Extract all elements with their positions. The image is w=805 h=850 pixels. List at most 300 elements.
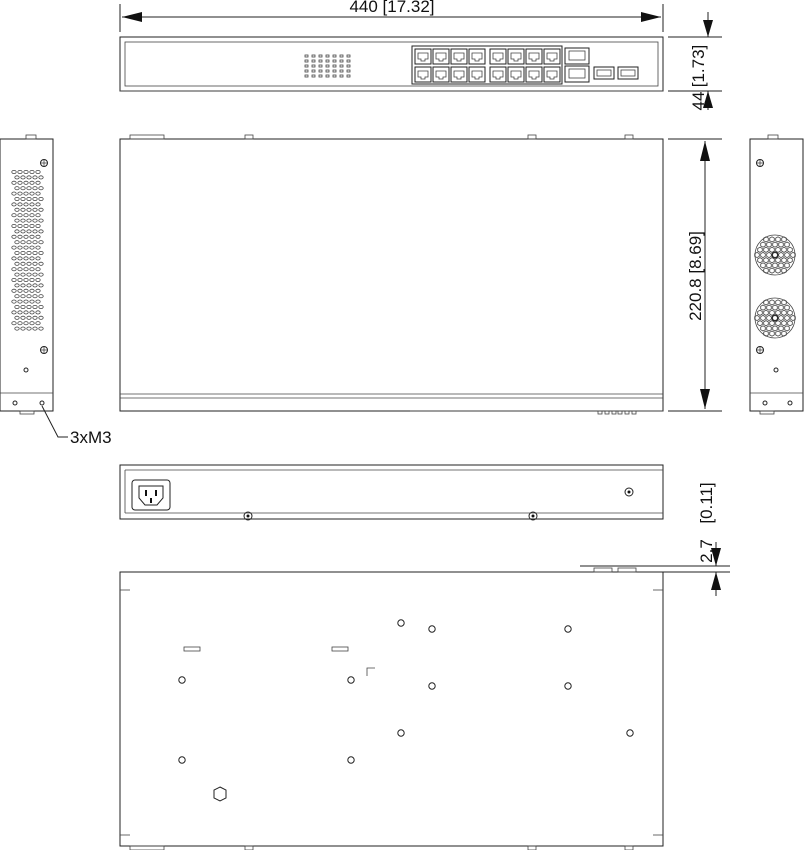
vent-hole bbox=[30, 192, 34, 195]
front-vent bbox=[305, 55, 350, 77]
vent-hole bbox=[30, 322, 34, 325]
vent-hole bbox=[15, 208, 19, 211]
vent-hole bbox=[36, 235, 40, 238]
depth-dimension bbox=[668, 139, 722, 411]
vent-hole bbox=[39, 208, 43, 211]
vent-hole bbox=[30, 268, 34, 271]
mount-hole bbox=[565, 626, 571, 632]
mount-hole bbox=[179, 677, 185, 683]
rear-view bbox=[120, 465, 663, 520]
vent-hole bbox=[319, 55, 322, 57]
fan-hole bbox=[788, 310, 793, 315]
fan-grille-lower bbox=[755, 298, 796, 338]
screw-callout bbox=[42, 406, 112, 447]
vent-hole bbox=[27, 262, 31, 265]
vent-hole bbox=[33, 295, 37, 298]
fan-hole bbox=[776, 247, 781, 252]
vent-hole bbox=[21, 208, 25, 211]
fan-hole bbox=[776, 258, 781, 263]
fan-hole bbox=[770, 268, 775, 273]
fan-hole bbox=[773, 242, 778, 247]
vent-hole bbox=[39, 241, 43, 244]
vent-hole bbox=[24, 311, 28, 314]
vent-hole bbox=[319, 65, 322, 67]
rj45-socket bbox=[472, 71, 482, 79]
width-dimension bbox=[120, 0, 663, 32]
vent-hole bbox=[36, 268, 40, 271]
fan-hole bbox=[767, 315, 772, 320]
vent-hole bbox=[24, 257, 28, 260]
vent-hole bbox=[319, 60, 322, 62]
vent-hole bbox=[27, 305, 31, 308]
rj45-port bbox=[451, 49, 467, 64]
fan-hole bbox=[785, 305, 790, 310]
vent-hole bbox=[12, 214, 16, 217]
vent-hole bbox=[21, 176, 25, 179]
vent-hole bbox=[15, 295, 19, 298]
vent-hole bbox=[24, 246, 28, 249]
vent-hole bbox=[21, 187, 25, 190]
vent-hole bbox=[21, 197, 25, 200]
vent-hole bbox=[30, 181, 34, 184]
vent-hole bbox=[33, 305, 37, 308]
vent-hole bbox=[12, 322, 16, 325]
vent-hole bbox=[12, 289, 16, 292]
fan-hole bbox=[779, 305, 784, 310]
vent-hole bbox=[305, 60, 308, 62]
vent-hole bbox=[33, 208, 37, 211]
mount-hole bbox=[348, 757, 354, 763]
rj45-socket bbox=[454, 53, 464, 61]
vent-hole bbox=[340, 55, 343, 57]
vent-hole bbox=[15, 305, 19, 308]
vent-hole bbox=[18, 192, 22, 195]
fan-hole bbox=[785, 252, 790, 257]
fan-hole bbox=[767, 263, 772, 268]
vent-hole bbox=[30, 170, 34, 173]
rj45-socket bbox=[454, 71, 464, 79]
vent-hole bbox=[312, 75, 315, 77]
fan-hole bbox=[773, 305, 778, 310]
height-in-label: [1.73] bbox=[689, 44, 708, 88]
vent-hole bbox=[33, 327, 37, 330]
vent-hole bbox=[21, 273, 25, 276]
vent-hole bbox=[27, 197, 31, 200]
fan-hole bbox=[779, 315, 784, 320]
vent-hole bbox=[18, 268, 22, 271]
uplink-ports bbox=[565, 48, 589, 82]
vent-hole bbox=[39, 230, 43, 233]
vent-hole bbox=[312, 60, 315, 62]
fan-hole bbox=[776, 237, 781, 242]
vent-hole bbox=[18, 170, 22, 173]
vent-hole bbox=[39, 262, 43, 265]
fan-hole bbox=[776, 300, 781, 305]
vent-hole bbox=[39, 176, 43, 179]
vent-hole bbox=[27, 295, 31, 298]
mount-hole bbox=[565, 683, 571, 689]
vent-hole bbox=[305, 75, 308, 77]
vent-hole bbox=[36, 214, 40, 217]
foot-dimension bbox=[580, 482, 730, 596]
vent-hole bbox=[24, 322, 28, 325]
vent-hole bbox=[30, 203, 34, 206]
vent-hole bbox=[326, 70, 329, 72]
rj45-socket bbox=[511, 71, 521, 79]
vent-hole bbox=[18, 322, 22, 325]
vent-hole bbox=[18, 203, 22, 206]
fan-hole bbox=[773, 252, 778, 257]
vent-hole bbox=[18, 246, 22, 249]
fan-hole bbox=[767, 252, 772, 257]
rj45-port bbox=[451, 67, 467, 82]
vent-hole bbox=[39, 187, 43, 190]
fan-hole bbox=[782, 258, 787, 263]
rj45-port bbox=[415, 49, 431, 64]
vent-hole bbox=[21, 241, 25, 244]
vent-hole bbox=[15, 316, 19, 319]
vent-hole bbox=[347, 55, 350, 57]
vent-hole bbox=[36, 170, 40, 173]
top-view bbox=[120, 135, 663, 414]
rj45-port bbox=[544, 67, 560, 82]
vent-hole bbox=[18, 311, 22, 314]
fan-hole bbox=[779, 242, 784, 247]
bottom-view bbox=[120, 568, 663, 850]
vent-hole bbox=[30, 289, 34, 292]
vent-hole bbox=[12, 311, 16, 314]
vent-hole bbox=[24, 170, 28, 173]
vent-hole bbox=[18, 235, 22, 238]
vent-hole bbox=[33, 284, 37, 287]
power-inlet bbox=[132, 480, 170, 510]
fan-hole bbox=[779, 252, 784, 257]
rj45-port bbox=[508, 67, 524, 82]
rj45-socket bbox=[547, 53, 557, 61]
vent-hole bbox=[312, 55, 315, 57]
vent-hole bbox=[36, 246, 40, 249]
fan-hole bbox=[773, 326, 778, 331]
vent-hole bbox=[312, 65, 315, 67]
vent-hole bbox=[24, 203, 28, 206]
fan-hole bbox=[758, 321, 763, 326]
rj45-port bbox=[469, 67, 485, 82]
fan-hole bbox=[767, 326, 772, 331]
vent-hole bbox=[15, 197, 19, 200]
mount-hole bbox=[348, 677, 354, 683]
vent-hole bbox=[24, 224, 28, 227]
rj45-socket bbox=[547, 71, 557, 79]
vent-hole bbox=[21, 230, 25, 233]
vent-hole bbox=[36, 311, 40, 314]
vent-hole bbox=[12, 181, 16, 184]
vent-hole bbox=[326, 55, 329, 57]
vent-hole bbox=[18, 278, 22, 281]
vent-hole bbox=[347, 65, 350, 67]
vent-hole bbox=[326, 75, 329, 77]
vent-hole bbox=[333, 75, 336, 77]
fan-hole bbox=[758, 310, 763, 315]
fan-grille-upper bbox=[755, 235, 796, 275]
fan-hole bbox=[779, 326, 784, 331]
rj45-socket bbox=[529, 71, 539, 79]
front-view bbox=[120, 37, 663, 91]
fan-hole bbox=[788, 247, 793, 252]
fan-hole bbox=[764, 258, 769, 263]
vent-hole bbox=[12, 268, 16, 271]
vent-hole bbox=[18, 300, 22, 303]
vent-hole bbox=[12, 246, 16, 249]
fan-hole bbox=[785, 326, 790, 331]
vent-hole bbox=[18, 224, 22, 227]
vent-hole bbox=[12, 170, 16, 173]
vent-hole bbox=[24, 181, 28, 184]
rj45-socket bbox=[436, 71, 446, 79]
vent-hole bbox=[15, 273, 19, 276]
vent-hole bbox=[33, 219, 37, 222]
vent-hole bbox=[36, 289, 40, 292]
vent-hole bbox=[36, 181, 40, 184]
vent-hole bbox=[333, 65, 336, 67]
vent-hole bbox=[15, 284, 19, 287]
vent-hole bbox=[305, 65, 308, 67]
vent-hole bbox=[30, 224, 34, 227]
vent-hole bbox=[33, 176, 37, 179]
vent-hole bbox=[33, 197, 37, 200]
vent-hole bbox=[319, 70, 322, 72]
vent-hole bbox=[36, 322, 40, 325]
vent-hole bbox=[39, 305, 43, 308]
vent-hole bbox=[347, 60, 350, 62]
vent-hole bbox=[27, 176, 31, 179]
fan-hole bbox=[767, 305, 772, 310]
vent-hole bbox=[18, 289, 22, 292]
vent-hole bbox=[27, 230, 31, 233]
vent-hole bbox=[39, 316, 43, 319]
vent-hole bbox=[12, 300, 16, 303]
vent-hole bbox=[21, 295, 25, 298]
fan-hole bbox=[761, 326, 766, 331]
vent-hole bbox=[33, 230, 37, 233]
fan-hole bbox=[773, 263, 778, 268]
fan-hole bbox=[770, 237, 775, 242]
fan-hole bbox=[788, 258, 793, 263]
rj45-port-block bbox=[412, 46, 562, 84]
mount-hole bbox=[179, 757, 185, 763]
vent-hole bbox=[36, 224, 40, 227]
fan-hole bbox=[770, 300, 775, 305]
vent-hole bbox=[36, 300, 40, 303]
vent-hole bbox=[30, 311, 34, 314]
fan-hole bbox=[764, 247, 769, 252]
vent-hole bbox=[27, 187, 31, 190]
fan-hole bbox=[785, 263, 790, 268]
vent-hole bbox=[30, 300, 34, 303]
vent-hole bbox=[12, 257, 16, 260]
vent-hole bbox=[24, 300, 28, 303]
vent-hole bbox=[326, 65, 329, 67]
vent-hole bbox=[27, 219, 31, 222]
fan-hole bbox=[773, 315, 778, 320]
vent-hole bbox=[15, 187, 19, 190]
fan-hole bbox=[782, 321, 787, 326]
vent-hole bbox=[12, 192, 16, 195]
vent-hole bbox=[18, 181, 22, 184]
vent-hole bbox=[24, 289, 28, 292]
fan-hole bbox=[770, 331, 775, 336]
vent-hole bbox=[21, 327, 25, 330]
mount-hole bbox=[627, 730, 633, 736]
vent-hole bbox=[36, 278, 40, 281]
vent-hole bbox=[319, 75, 322, 77]
vent-hole bbox=[305, 55, 308, 57]
height-mm-label: 44 bbox=[689, 91, 708, 111]
vent-hole bbox=[15, 219, 19, 222]
vent-hole bbox=[340, 75, 343, 77]
vent-hole bbox=[333, 70, 336, 72]
vent-hole bbox=[27, 208, 31, 211]
vent-hole bbox=[21, 251, 25, 254]
vent-hole bbox=[27, 327, 31, 330]
vent-hole bbox=[39, 327, 43, 330]
rj45-port bbox=[544, 49, 560, 64]
rj45-socket bbox=[529, 53, 539, 61]
vent-hole bbox=[30, 278, 34, 281]
vent-hole bbox=[39, 197, 43, 200]
screw-label: 3xM3 bbox=[70, 428, 112, 447]
rj45-socket bbox=[418, 53, 428, 61]
depth-label: 220.8 [8.69] bbox=[686, 231, 705, 321]
vent-hole bbox=[24, 214, 28, 217]
fan-hole bbox=[788, 321, 793, 326]
vent-hole bbox=[12, 224, 16, 227]
fan-hole bbox=[761, 252, 766, 257]
mount-hole bbox=[429, 626, 435, 632]
vent-hole bbox=[30, 214, 34, 217]
vent-hole bbox=[18, 257, 22, 260]
rj45-port bbox=[508, 49, 524, 64]
vent-hole bbox=[21, 219, 25, 222]
vent-hole bbox=[12, 278, 16, 281]
vent-hole bbox=[27, 273, 31, 276]
vent-hole bbox=[24, 278, 28, 281]
vent-hole bbox=[18, 214, 22, 217]
rj45-port bbox=[526, 67, 542, 82]
vent-hole bbox=[340, 60, 343, 62]
vent-hole bbox=[30, 235, 34, 238]
vent-hole bbox=[30, 246, 34, 249]
vent-hole bbox=[347, 70, 350, 72]
rj45-socket bbox=[436, 53, 446, 61]
fan-hole bbox=[767, 242, 772, 247]
vent-hole bbox=[21, 316, 25, 319]
fan-hole bbox=[770, 247, 775, 252]
vent-hole bbox=[39, 284, 43, 287]
rj45-port bbox=[469, 49, 485, 64]
fan-hole bbox=[758, 247, 763, 252]
vent-hole bbox=[15, 251, 19, 254]
fan-hole bbox=[761, 315, 766, 320]
vent-hole bbox=[326, 60, 329, 62]
vent-hole bbox=[15, 176, 19, 179]
vent-hole bbox=[33, 241, 37, 244]
vent-hole bbox=[27, 284, 31, 287]
left-side-view bbox=[0, 135, 53, 414]
vent-hole bbox=[33, 187, 37, 190]
fan-hole bbox=[764, 321, 769, 326]
vent-hole bbox=[21, 262, 25, 265]
fan-hole bbox=[761, 263, 766, 268]
fan-hole bbox=[770, 310, 775, 315]
vent-hole bbox=[333, 60, 336, 62]
foot-mm-label: 2.7 bbox=[697, 539, 716, 563]
vent-hole bbox=[27, 251, 31, 254]
vent-hole bbox=[30, 257, 34, 260]
rj45-port bbox=[526, 49, 542, 64]
rj45-port bbox=[490, 67, 506, 82]
fan-hole bbox=[770, 321, 775, 326]
vent-hole bbox=[36, 203, 40, 206]
rj45-socket bbox=[493, 71, 503, 79]
vent-hole bbox=[12, 203, 16, 206]
fan-hole bbox=[764, 310, 769, 315]
vent-hole bbox=[15, 327, 19, 330]
fan-hole bbox=[776, 331, 781, 336]
rj45-port bbox=[433, 49, 449, 64]
vent-hole bbox=[305, 70, 308, 72]
fan-hole bbox=[770, 258, 775, 263]
rj45-socket bbox=[418, 71, 428, 79]
vent-hole bbox=[27, 316, 31, 319]
port-frame bbox=[412, 46, 562, 84]
fan-hole bbox=[785, 242, 790, 247]
vent-hole bbox=[312, 70, 315, 72]
vent-hole bbox=[12, 235, 16, 238]
rj45-socket bbox=[472, 53, 482, 61]
vent-hole bbox=[340, 65, 343, 67]
fan-hole bbox=[776, 321, 781, 326]
rj45-port bbox=[490, 49, 506, 64]
right-side-view bbox=[750, 135, 803, 414]
width-label: 440 [17.32] bbox=[349, 0, 435, 16]
fan-hole bbox=[782, 247, 787, 252]
vent-hole bbox=[333, 55, 336, 57]
vent-hole bbox=[33, 316, 37, 319]
fan-hole bbox=[785, 315, 790, 320]
mount-hole bbox=[398, 620, 404, 626]
rj45-socket bbox=[511, 53, 521, 61]
vent-hole bbox=[15, 262, 19, 265]
fan-hole bbox=[758, 258, 763, 263]
vent-hole bbox=[24, 268, 28, 271]
fan-hole bbox=[761, 305, 766, 310]
rj45-socket bbox=[493, 53, 503, 61]
foot-in-label: [0.11] bbox=[697, 482, 716, 524]
vent-hole bbox=[39, 273, 43, 276]
fan-hole bbox=[761, 242, 766, 247]
vent-hole bbox=[347, 75, 350, 77]
vent-hole bbox=[340, 70, 343, 72]
rj45-port bbox=[433, 67, 449, 82]
vent-hole bbox=[15, 230, 19, 233]
vent-hole bbox=[33, 273, 37, 276]
vent-hole bbox=[21, 284, 25, 287]
vent-hole bbox=[24, 235, 28, 238]
vent-hole bbox=[27, 241, 31, 244]
fan-hole bbox=[776, 310, 781, 315]
vent-hole bbox=[15, 241, 19, 244]
vent-hole bbox=[39, 219, 43, 222]
